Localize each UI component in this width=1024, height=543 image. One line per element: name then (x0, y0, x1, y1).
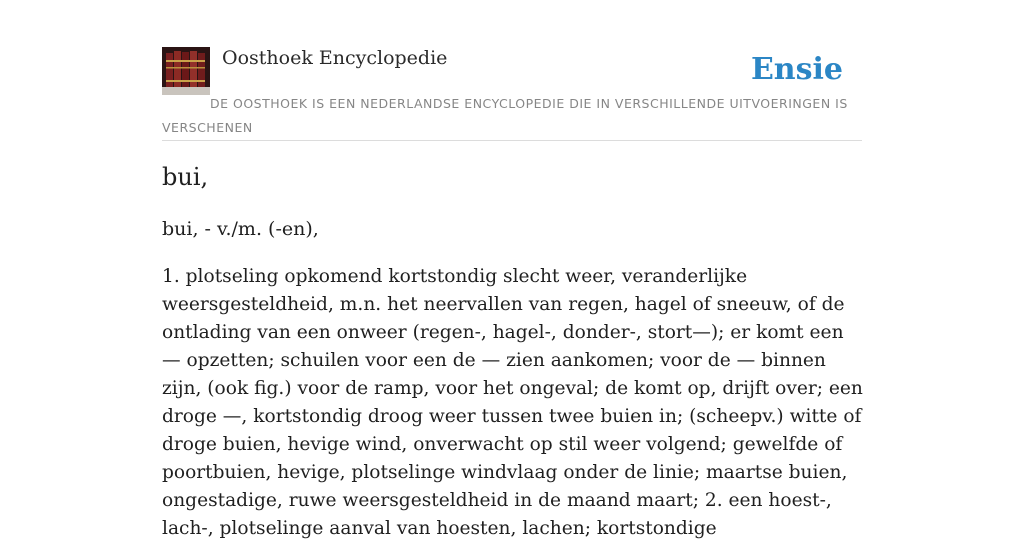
site-header (162, 46, 862, 141)
book-spines-icon (162, 47, 210, 95)
site-tagline: DE OOSTHOEK IS EEN NEDERLANDSE ENCYCLOPEDIE DIE IN VERSCHILLENDE UITVOERINGEN IS VERSCHENEN (162, 96, 848, 135)
entry-headword: bui, - v./m. (-en), (162, 218, 319, 240)
ensie-logo-link[interactable]: Ensie (750, 52, 843, 87)
entry-definition: 1. plotseling opkomend kortstondig slecht weer, veranderlijke weersgesteldheid, m.n. het neervallen van regen, hagel of sneeuw, of de ontlading van een onweer (regen-, hagel-, donder-, stort—); er komt een — opzetten; schuilen voor een de — zien aankomen; voor de — binnen zijn, (ook fig.) voor de ramp, voor het ongeval; de komt op, drijft over; een droge —, kortstondig droog weer tussen twee buien in; (scheepv.) witte of droge buien, hevige wind, onverwacht op stil weer volgend; gewelfde of poortbuien, hevige, plotselinge windvlaag onder de linie; maartse buien, ongestadige, ruwe weersgesteldheid in de maand maart; 2. een hoest-, lach-, plotselinge aanval van hoesten, lachen; kortstondige (162, 266, 863, 539)
entry-title: bui, (162, 163, 209, 191)
site-title[interactable]: Oosthoek Encyclopedie (222, 47, 448, 69)
site-avatar[interactable] (162, 47, 210, 95)
